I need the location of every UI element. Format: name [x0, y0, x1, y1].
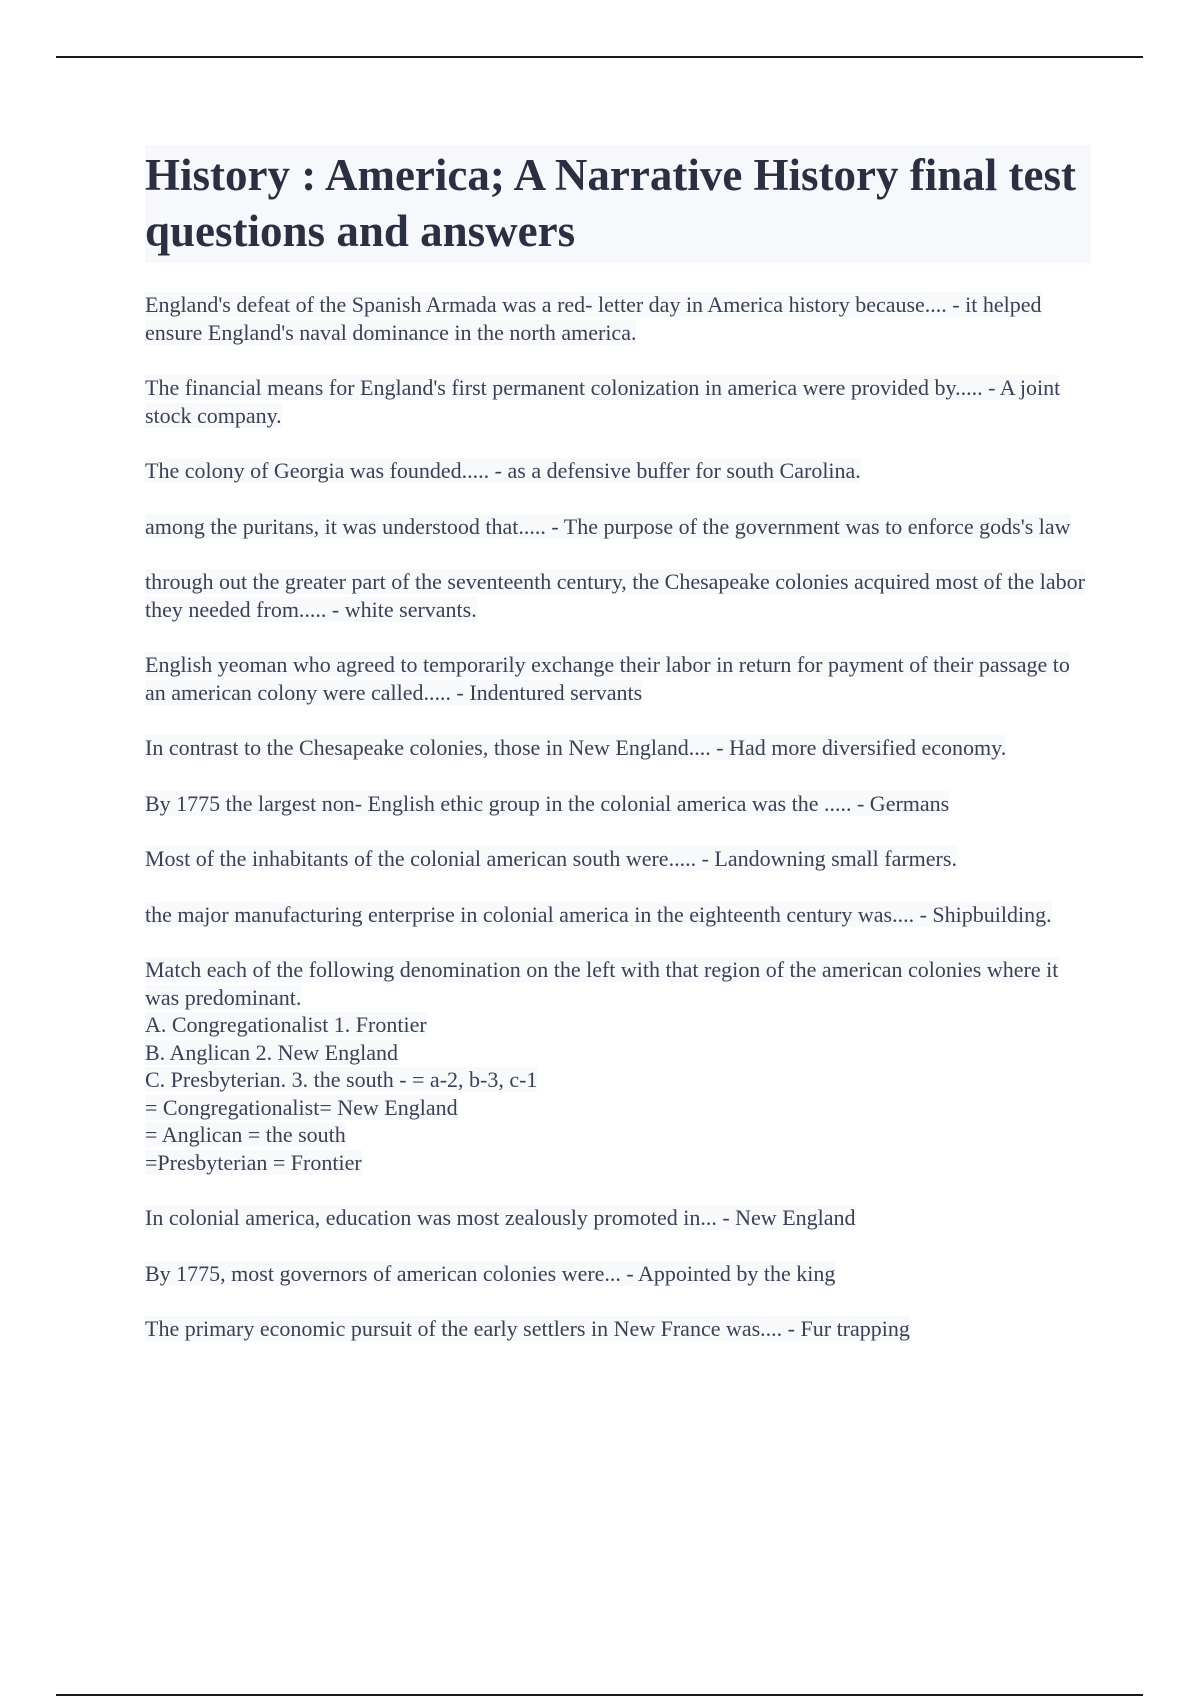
match-line: A. Congregationalist 1. Frontier [145, 1012, 427, 1037]
qa-item [145, 734, 1091, 762]
match-line: Match each of the following denomination on the left with that region of the american colonies where it was predominant. [145, 957, 1059, 1010]
qa-item [145, 291, 1091, 346]
qa-text: The primary economic pursuit of the early settlers in New France was.... - Fur trapping [145, 1316, 910, 1341]
match-line: =Presbyterian = Frontier [145, 1149, 362, 1175]
top-rule [56, 56, 1143, 58]
qa-item [145, 651, 1091, 706]
qa-text: through out the greater part of the seventeenth century, the Chesapeake colonies acquired most of the labor they needed from..... - white servants. [145, 569, 1085, 622]
qa-text: England's defeat of the Spanish Armada was a red- letter day in America history because.... - it helped ensure England's naval dominance in the north america. [145, 292, 1042, 345]
match-line: B. Anglican 2. New England [145, 1039, 398, 1065]
qa-text: among the puritans, it was understood that..... - The purpose of the government was to enforce gods's law [145, 513, 1071, 539]
qa-item [145, 1204, 1091, 1232]
match-question [145, 956, 1091, 1176]
qa-item [145, 901, 1091, 929]
qa-item [145, 845, 1091, 873]
qa-text: By 1775 the largest non- English ethic group in the colonial america was the ..... - Germans [145, 790, 950, 816]
qa-text: The financial means for England's first permanent colonization in america were provided by..... - A joint stock company. [145, 375, 1061, 428]
qa-item [145, 457, 1091, 485]
qa-item [145, 568, 1091, 623]
qa-text: Most of the inhabitants of the colonial american south were..... - Landowning small farmers. [145, 846, 957, 871]
match-text [145, 957, 1058, 1175]
qa-item [145, 1315, 1091, 1343]
qa-item [145, 790, 1091, 818]
document-body [145, 145, 1091, 1343]
match-line: = Congregationalist= New England [145, 1094, 458, 1120]
qa-text: In colonial america, education was most zealously promoted in... - New England [145, 1205, 856, 1230]
match-line: C. Presbyterian. 3. the south - = a-2, b-3, c-1 [145, 1067, 538, 1092]
qa-text: English yeoman who agreed to temporarily exchange their labor in return for payment of their passage to an american colony were called..... - Indentured servants [145, 652, 1070, 705]
bottom-rule [56, 1694, 1143, 1696]
qa-text: By 1775, most governors of american colonies were... - Appointed by the king [145, 1260, 836, 1286]
qa-text: In contrast to the Chesapeake colonies, those in New England.... - Had more diversified economy. [145, 735, 1007, 760]
qa-text: The colony of Georgia was founded..... - as a defensive buffer for south Carolina. [145, 458, 861, 483]
qa-text: the major manufacturing enterprise in colonial america in the eighteenth century was.... - Shipbuilding. [145, 901, 1052, 927]
qa-item [145, 1260, 1091, 1288]
match-line: = Anglican = the south [145, 1122, 346, 1147]
qa-item [145, 513, 1091, 541]
qa-item [145, 374, 1091, 429]
page-title: History : America; A Narrative History final test questions and answers [145, 145, 1091, 263]
